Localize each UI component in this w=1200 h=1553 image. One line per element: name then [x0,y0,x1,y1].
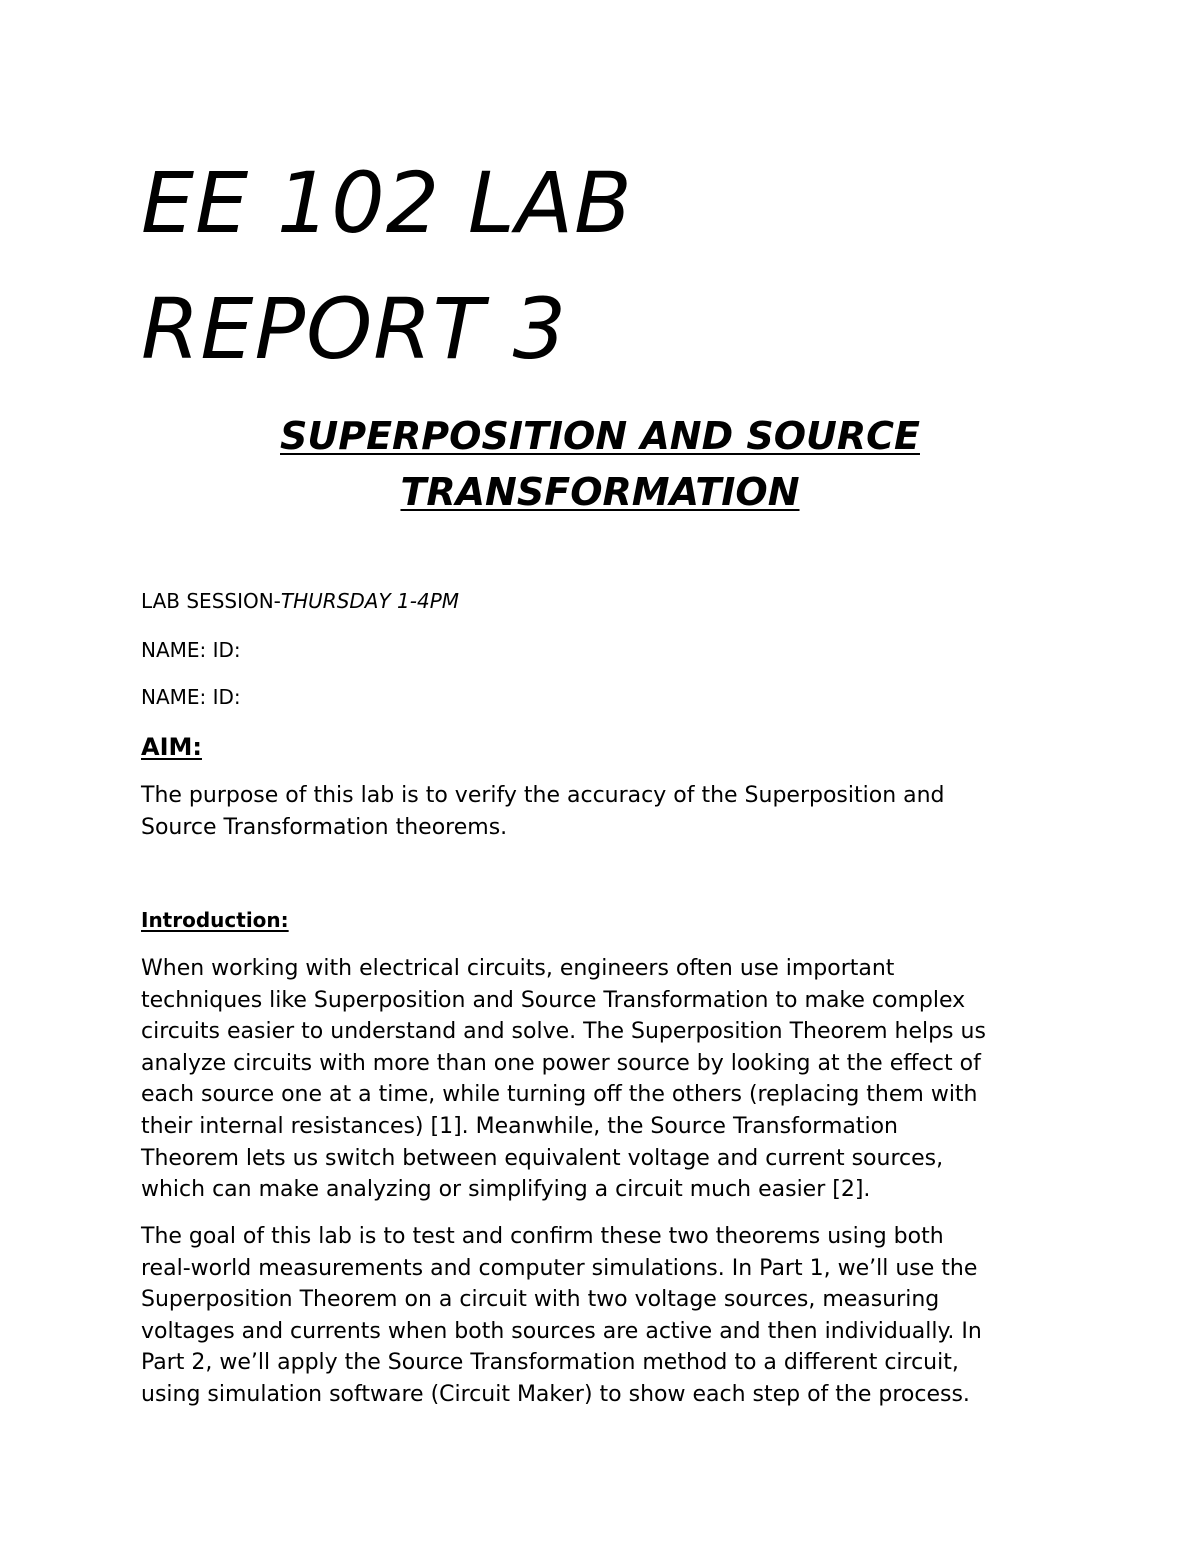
introduction-paragraph-1 [141,953,986,1206]
paragraph-line: circuits easier to understand and solve. The Superposition Theorem helps us [141,1019,986,1045]
paragraph-line: their internal resistances) [1]. Meanwhile, the Source Transformation [141,1113,898,1139]
aim-paragraph [141,780,945,843]
name-id-line-1: NAME: ID: [141,638,241,662]
name-id-line-2: NAME: ID: [141,685,241,709]
aim-heading: AIM: [141,733,202,761]
lab-session-value: THURSDAY 1-4PM [280,589,460,613]
report-title-line-2: REPORT 3 [141,280,568,378]
paragraph-line: analyze circuits with more than one power source by looking at the effect of [141,1050,981,1076]
paragraph-line: The goal of this lab is to test and confirm these two theorems using both [141,1224,944,1249]
paragraph-line: real-world measurements and computer simulations. In Part 1, we’ll use the [141,1255,978,1281]
paragraph-line: voltages and currents when both sources are active and then individually. In [141,1318,982,1344]
paragraph-line: techniques like Superposition and Source Transformation to make complex [141,987,966,1013]
introduction-heading: Introduction: [141,908,289,932]
paragraph-line: Superposition Theorem on a circuit with two voltage sources, measuring [141,1287,940,1313]
paragraph-line: which can make analyzing or simplifying a circuit much easier [2]. [141,1177,871,1203]
paragraph-line: using simulation software (Circuit Maker) to show each step of the process. [141,1381,970,1407]
aim-line: Source Transformation theorems. [141,814,508,840]
paragraph-line: Part 2, we’ll apply the Source Transformation method to a different circuit, [141,1350,959,1376]
lab-session-label: LAB SESSION- [141,589,281,613]
report-subtitle-line-1: SUPERPOSITION AND SOURCE [280,414,920,458]
aim-line: The purpose of this lab is to verify the accuracy of the Superposition and [141,783,945,808]
report-subtitle [0,408,1200,520]
paragraph-line: When working with electrical circuits, engineers often use important [141,956,895,981]
lab-session-line [141,588,459,614]
report-title [141,140,633,392]
introduction-paragraph-2 [141,1221,982,1411]
paragraph-line: each source one at a time, while turning off the others (replacing them with [141,1082,978,1108]
paragraph-line: Theorem lets us switch between equivalent voltage and current sources, [141,1145,944,1171]
report-subtitle-line-2: TRANSFORMATION [400,470,800,514]
report-title-line-1: EE 102 LAB [141,154,633,252]
